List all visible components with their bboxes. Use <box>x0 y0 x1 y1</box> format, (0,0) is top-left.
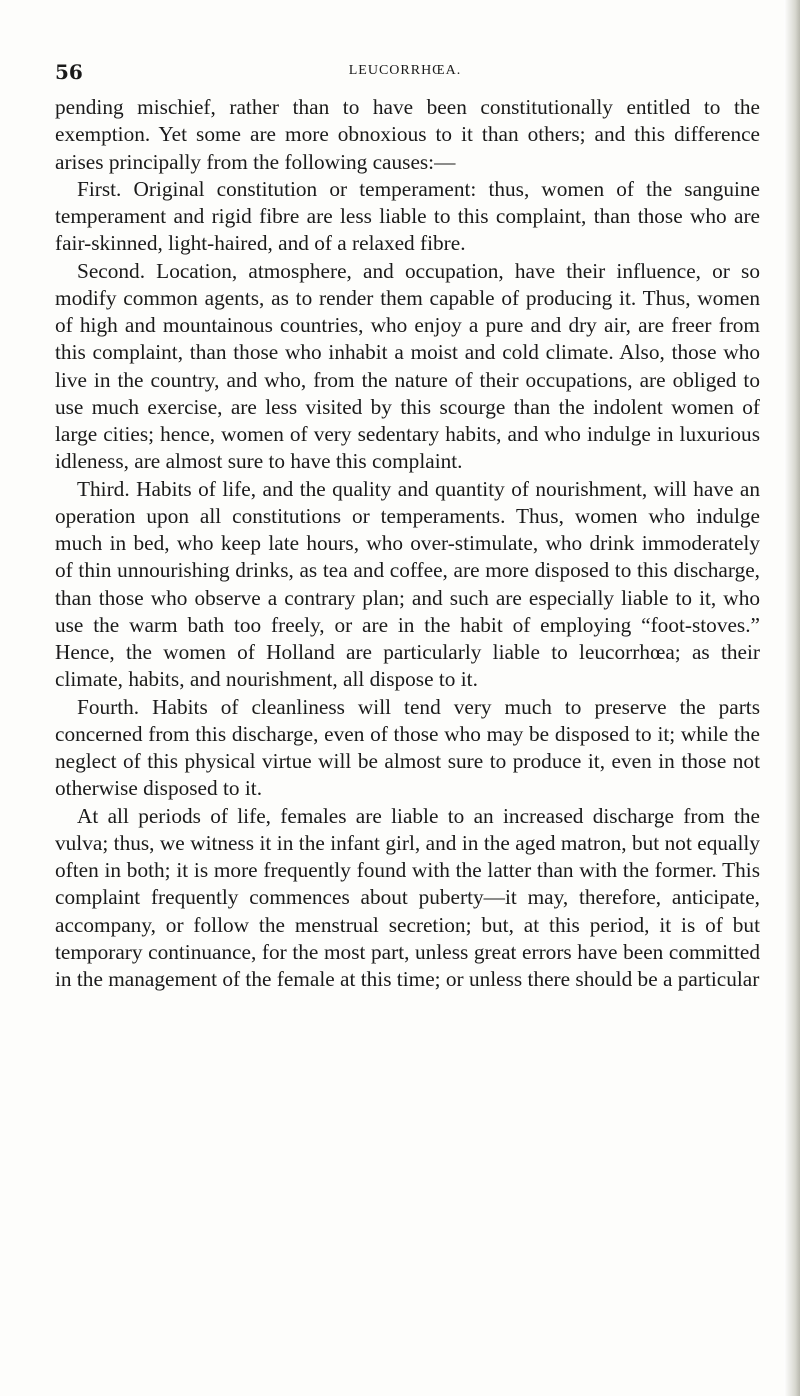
body-text <box>55 94 760 993</box>
running-head: LEUCORRHŒA. <box>348 63 462 78</box>
paragraph-second-cause: Second. Location, atmosphere, and occupation, have their influence, or so modify common agents, as to render them capable of producing it. Thus, women of high and mountainous countries, who enjoy a pure and dry air, are freer from this complaint, than those who inhabit a moist and cold climate. Also, those who live in the country, and who, from the nature of their occupations, are obliged to use much exercise, are less visited by this scourge than the indolent women of large cities; hence, women of very sedentary habits, and who indulge in luxurious idleness, are almost sure to have this complaint. <box>55 258 760 474</box>
paragraph-fourth-cause: Fourth. Habits of cleanliness will tend very much to preserve the parts concerned from this discharge, even of those who may be disposed to it; while the neglect of this physical virtue will be almost sure to produce it, even in those not otherwise disposed to it. <box>55 694 760 801</box>
paragraph-third-cause: Third. Habits of life, and the quality and quantity of nourishment, will have an operation upon all constitutions or temperaments. Thus, women who indulge much in bed, who keep late hours, who over-stimulate, who drink immoderately of thin unnourishing drinks, as tea and coffee, are more disposed to this discharge, than those who observe a contrary plan; and such are especially liable to it, who use the warm bath too freely, or are in the habit of employing “foot-stoves.” Hence, the women of Holland are particularly liable to leucorrhœa; as their climate, habits, and nourishment, all dispose to it. <box>55 476 760 692</box>
paragraph-first-cause: First. Original constitution or temperament: thus, women of the sanguine temperament and rigid fibre are less liable to this complaint, than those who are fair-skinned, light-haired, and of a relaxed fibre. <box>55 176 760 256</box>
paragraph-periods-of-life: At all periods of life, females are liable to an increased discharge from the vulva; thus, we witness it in the infant girl, and in the aged matron, but not equally often in both; it is more frequently found with the latter than with the former. This complaint frequently commences about puberty—it may, therefore, anticipate, accompany, or follow the menstrual secretion; but, at this period, it is of but temporary continuance, for the most part, unless great errors have been committed in the management of the female at this time; or unless there should be a particular <box>55 803 760 991</box>
page-number: 56 <box>55 60 83 84</box>
paragraph-continuation: pending mischief, rather than to have been constitutionally entitled to the exemption. Yet some are more obnoxious to it than others; and this difference arises principally from the following causes:— <box>55 95 760 174</box>
page-edge-shadow <box>784 0 800 1396</box>
page-header <box>55 60 755 90</box>
